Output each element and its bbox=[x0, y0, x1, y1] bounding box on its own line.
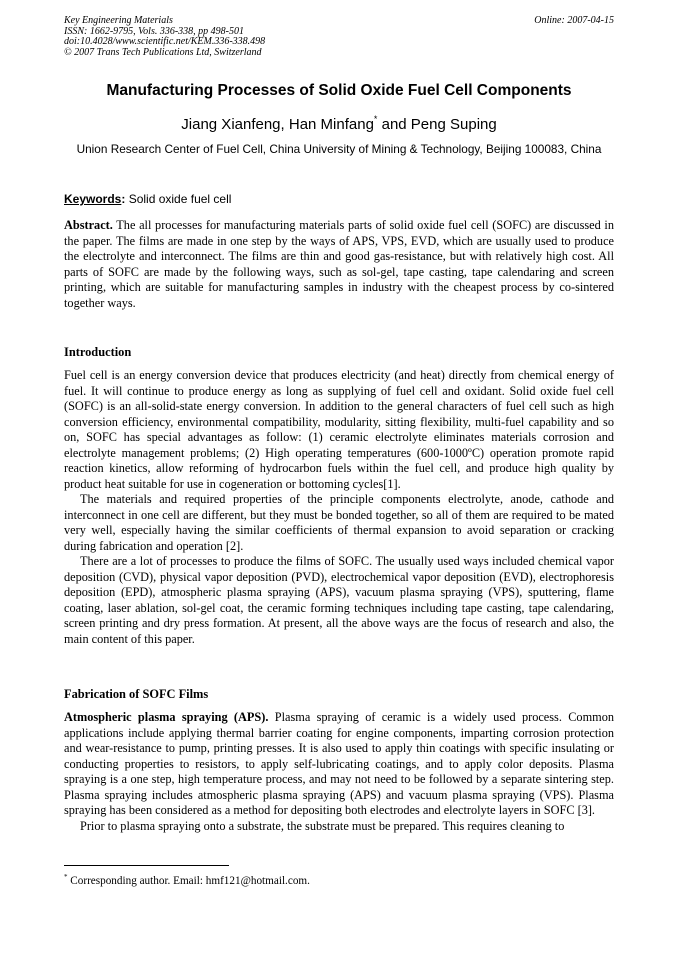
aps-text: Plasma spraying of ceramic is a widely used process. Common applications include applying thermal barrier coating for engine components, imparting corrosion protection and wear-resistance to pump, printing presses. It is also used to apply thin coatings with specific insulating or conducting properties to resistors, to apply self-lubricating coatings, and to apply color deposits. Plasma spraying is a one step, high temperature process, and may not need to be followed by a separate sintering step. Plasma spraying includes atmospheric plasma spraying (APS) and vacuum plasma spraying (VPS). Plasma spraying has been considered as a method for depositing both electrodes and electrolyte layers in SOFC [3]. bbox=[64, 710, 615, 817]
journal-header bbox=[64, 16, 265, 58]
abstract-text: The all processes for manufacturing materials parts of solid oxide fuel cell (SOFC) are discussed in the paper. The films are made in one step by the ways of APS, VPS, EVD, which are usually used to produce the electrolyte and interconnect. The films are thin and good gas-resistance, but with relatively high cost. All parts of SOFC are made by the following ways, such as sol-gel, tape casting, tape calendaring and screen printing, which are suitable for manufacturing samples in industry with the cheapest process by co-sintered together ways. bbox=[64, 218, 614, 310]
keywords-text: Solid oxide fuel cell bbox=[128, 192, 232, 206]
affiliation: Union Research Center of Fuel Cell, China University of Mining & Technology, Beijing 100083, China bbox=[76, 142, 602, 156]
journal-copyright: © 2007 Trans Tech Publications Ltd, Switzerland bbox=[64, 46, 262, 58]
introduction-heading: Introduction bbox=[64, 345, 132, 359]
footnote bbox=[64, 875, 310, 887]
abstract-label: Abstract. bbox=[64, 218, 113, 232]
corresponding-author-mark: * bbox=[373, 114, 378, 124]
intro-paragraph-3: There are a lot of processes to produce the films of SOFC. The usually used ways included chemical vapor deposition (CVD), physical vapor deposition (PVD), electrochemical vapor deposition (EVD), electrophoresis deposition (EPD), atmospheric plasma spraying (APS), vacuum plasma spraying (VPS), sputtering, flame coating, laser ablation, sol-gel coat, the ceramic forming techniques including tape casting, tape calendaring, screen printing and dry press formation. At present, all the above ways are the focus of research and also, the main content of this paper. bbox=[64, 554, 614, 646]
authors-rest: and Peng Suping bbox=[377, 116, 497, 133]
authors bbox=[64, 116, 614, 133]
intro-paragraph-1: Fuel cell is an energy conversion device that produces electricity (and heat) directly from chemical energy of fuel. It will continue to produce energy as long as supplying of fuel cell and oxidant. Solid oxide fuel cell (SOFC) is an all-solid-state energy conversion. In addition to the general characters of fuel cell such as high conversion efficiency, environmental compatibility, modularity, sitting flexibility, multi-fuel capability and so on, SOFC has special advantages as follow: (1) ceramic electrolyte eliminates materials corrosion and electrolyte management problems; (2) High operating temperatures (600-1000ºC) operation promote rapid reaction kinetics, allow reforming of hydrocarbon fuels within the fuel cell, and produce high quality by product heat suitable for use in cogeneration or bottoming cycles[1]. bbox=[64, 368, 614, 491]
abstract bbox=[64, 218, 614, 311]
introduction-body bbox=[64, 368, 614, 647]
journal-doi: doi:10.4028/www.scientific.net/KEM.336-338.498 bbox=[64, 36, 266, 47]
online-date: Online: 2007-04-15 bbox=[534, 15, 614, 26]
keywords-separator: : bbox=[121, 192, 129, 206]
journal-issn: ISSN: 1662-9795, Vols. 336-338, pp 498-501 bbox=[64, 25, 244, 37]
footnote-divider bbox=[64, 865, 229, 866]
paper-title: Manufacturing Processes of Solid Oxide Fuel Cell Components bbox=[106, 82, 572, 99]
fabrication-paragraph-2: Prior to plasma spraying onto a substrate, the substrate must be prepared. This requires cleaning to bbox=[80, 818, 565, 833]
journal-name: Key Engineering Materials bbox=[64, 15, 173, 26]
footnote-mark: * bbox=[64, 873, 68, 881]
fabrication-body bbox=[64, 710, 614, 834]
fabrication-heading: Fabrication of SOFC Films bbox=[64, 687, 209, 701]
keywords bbox=[64, 192, 614, 206]
intro-paragraph-2: The materials and required properties of the principle components electrolyte, anode, cathode and interconnect in one cell are different, but they must be bonded together, so all of them are required to be mated very well, especially having the similar coefficients of thermal expansion to avoid separation or cracking during fabrication and operation [2]. bbox=[64, 492, 614, 553]
aps-label: Atmospheric plasma spraying (APS). bbox=[64, 710, 269, 724]
footnote-text: Corresponding author. Email: hmf121@hotmail.com. bbox=[67, 875, 310, 887]
authors-first: Jiang Xianfeng, Han Minfang bbox=[181, 116, 374, 133]
keywords-label: Keywords bbox=[64, 192, 122, 206]
